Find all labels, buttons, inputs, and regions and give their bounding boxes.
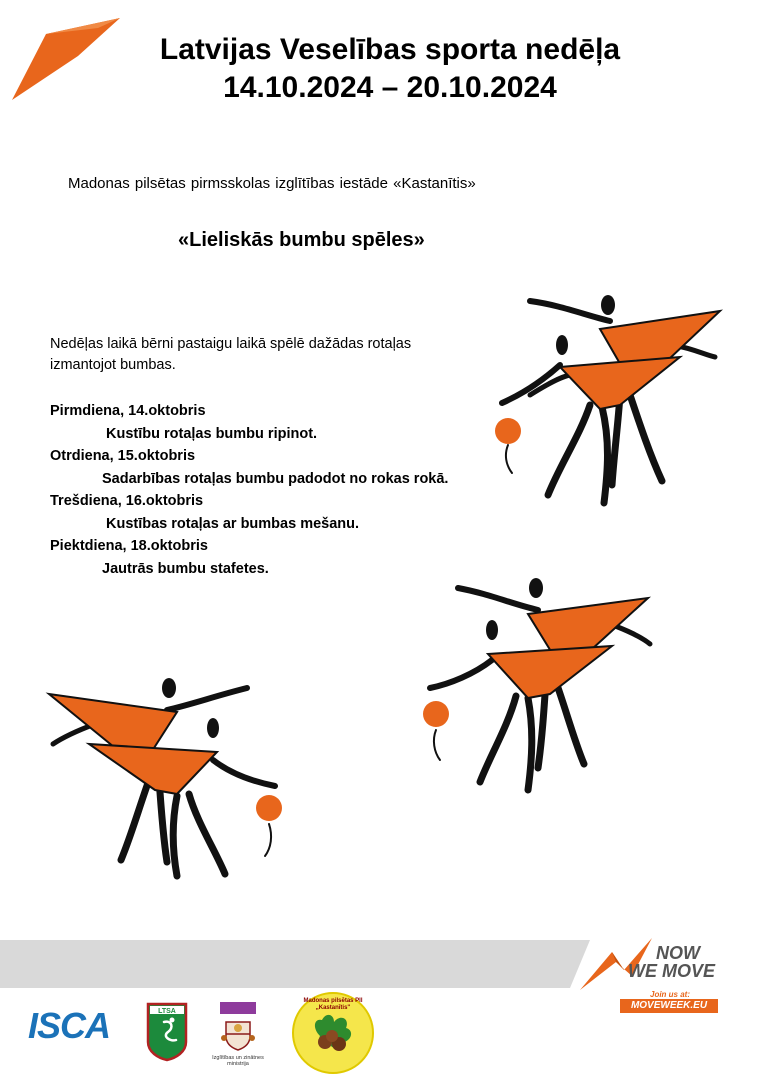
schedule-day: Otrdiena, 15.oktobris <box>50 448 196 464</box>
date-range: 14.10.2024 – 20.10.2024 <box>223 71 557 104</box>
page-title: Latvijas Veselības sporta nedēļa <box>159 33 621 66</box>
schedule-day: Piektdiena, 18.oktobris <box>50 538 208 554</box>
footer-band <box>0 940 590 988</box>
nwm-we-move-text: WE MOVE <box>628 961 716 981</box>
nwm-now-text: NOW <box>656 943 700 963</box>
schedule-list <box>50 400 510 580</box>
schedule-day: Trešdiena, 16.oktobris <box>50 493 204 509</box>
school-name: Madonas pilsētas pirmsskolas izglītības iestāde «Kastanītis» <box>68 175 476 192</box>
ltsa-shield-logo <box>146 1002 188 1062</box>
schedule-activity: Kustības rotaļas ar bumbas mešanu. <box>106 515 360 532</box>
svg-text:LTSA: LTSA <box>158 1008 176 1015</box>
event-subtitle: «Lieliskās bumbu spēles» <box>178 229 425 251</box>
ball-players-illustration <box>490 285 730 515</box>
ministry-coat-of-arms-logo <box>218 1000 258 1054</box>
schedule-activity: Jautrās bumbu stafetes. <box>102 560 269 577</box>
schedule-day: Pirmdiena, 14.oktobris <box>50 403 206 419</box>
ministry-name: Izglītības un zinātnes ministrija <box>212 1055 264 1067</box>
nwm-url-badge[interactable]: MOVEWEEK.EU <box>620 999 718 1013</box>
kastanitis-seal-text: Madonas pilsētas PII „Kastanītis" <box>303 998 363 1011</box>
ball-players-illustration <box>420 570 660 800</box>
isca-logo: ISCA <box>28 1005 111 1046</box>
schedule-activity: Sadarbības rotaļas bumbu padodot no rokas rokā. <box>102 470 449 487</box>
schedule-activity: Kustību rotaļas bumbu ripinot. <box>106 425 318 442</box>
nwm-join-text: Join us at: <box>650 990 691 999</box>
intro-text: Nedēļas laikā bērni pastaigu laikā spēlē dažādas rotaļas izmantojot bumbas. <box>50 336 412 373</box>
ball-players-illustration <box>40 670 285 880</box>
